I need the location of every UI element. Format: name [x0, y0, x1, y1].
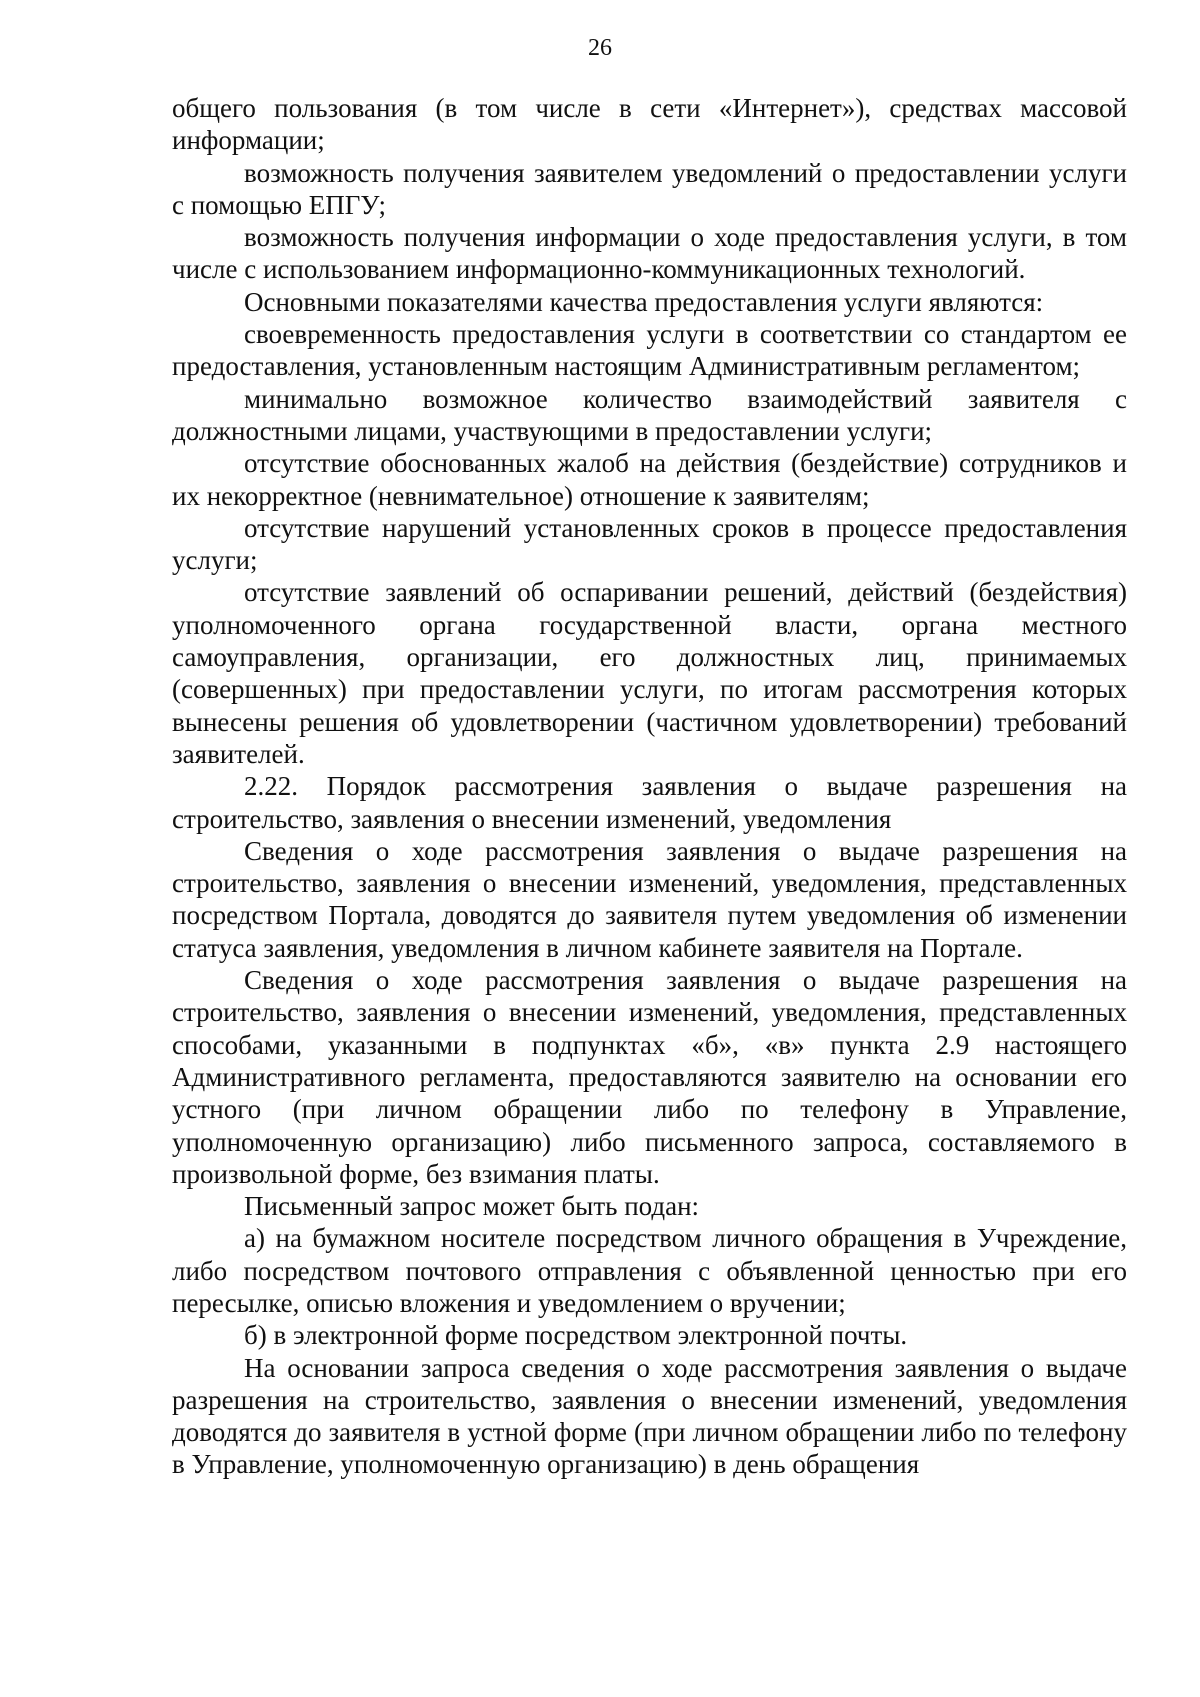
paragraph-request-basis: На основании запроса сведения о ходе рассмотрения заявления о выдаче разрешения на строительство, заявления о внесении изменений, уведомления доводятся до заявителя в устной форме (при личном обращении либо по телефону в Управление, уполномоченную организацию) в день обращения: [172, 1352, 1127, 1480]
document-body: [172, 92, 1127, 1481]
paragraph-quality-indicators: Основными показателями качества предоставления услуги являются:: [244, 286, 1044, 317]
list-item-b: б) в электронной форме посредством электронной почты.: [244, 1320, 908, 1351]
paragraph-written-request: Письменный запрос может быть подан:: [244, 1191, 700, 1222]
paragraph-no-complaints: отсутствие обоснованных жалоб на действия (бездействие) сотрудников и их некорректное (невнимательное) отношение к заявителям;: [172, 448, 1127, 511]
list-item-a: а) на бумажном носителе посредством личного обращения в Учреждение, либо посредством почтового отправления с объявленной ценностью при его пересылке, описью вложения и уведомлением о вручении;: [172, 1223, 1127, 1318]
paragraph-progress-info: возможность получения информации о ходе предоставления услуги, в том числе с использованием информационно-коммуникационных технологий.: [172, 222, 1127, 285]
paragraph-portal-status: Сведения о ходе рассмотрения заявления о выдаче разрешения на строительство, заявления о внесении изменений, уведомления, представленных посредством Портала, доводятся до заявителя путем уведомления об изменении статуса заявления, уведомления в личном кабинете заявителя на Портале.: [172, 835, 1127, 963]
page-number: 26: [588, 35, 612, 61]
paragraph-minimal-interactions: минимально возможное количество взаимодействий заявителя с должностными лицами, участвующими в предоставлении услуги;: [172, 383, 1127, 446]
paragraph-notification-epgu: возможность получения заявителем уведомлений о предоставлении услуги с помощью ЕПГУ;: [172, 157, 1127, 220]
paragraph-no-deadline-violations: отсутствие нарушений установленных сроков в процессе предоставления услуги;: [172, 512, 1127, 576]
paragraph-timeliness: своевременность предоставления услуги в соответствии со стандартом ее предоставления, установленным настоящим Административным регламентом;: [172, 319, 1127, 382]
section-heading-2-22: 2.22. Порядок рассмотрения заявления о выдаче разрешения на строительство, заявления о внесении изменений, уведомления: [172, 771, 1127, 834]
paragraph-no-disputes: отсутствие заявлений об оспаривании решений, действий (бездействия) уполномоченного органа государственной власти, органа местного самоуправления, организации, его должностных лиц, принимаемых (совершенных) при предоставлении услуги, по итогам рассмотрения которых вынесены решения об удовлетворении (частичном удовлетворении) требований заявителей.: [172, 577, 1127, 769]
paragraph-continuation: общего пользования (в том числе в сети «Интернет»), средствах массовой информации;: [172, 93, 1127, 156]
paragraph-other-methods: Сведения о ходе рассмотрения заявления о выдаче разрешения на строительство, заявления о внесении изменений, уведомления, представленных способами, указанными в подпунктах «б», «в» пункта 2.9 настоящего Административного регламента, предоставляются заявителю на основании его устного (при личном обращении либо по телефону в Управление, уполномоченную организацию) либо письменного запроса, составляемого в произвольной форме, без взимания платы.: [172, 965, 1127, 1189]
